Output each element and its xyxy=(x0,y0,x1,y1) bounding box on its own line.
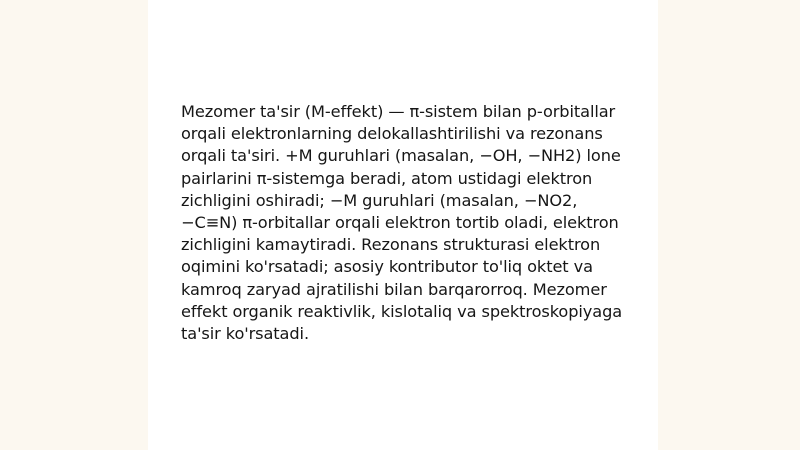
body-paragraph: Mezomer ta'sir (M-effekt) — π-sistem bilan p-orbitallar orqali elektronlarning delokallashtirilishi va rezonans orqali ta'siri. +M guruhlari (masalan, −OH, −NH2) lone pairlarini π-sistemga beradi, atom ustidagi elektron zichligini oshiradi; −M guruhlari (masalan, −NO2, −C≡N) π-orbitallar orqali elektron tortib oladi, elektron zichligini kamaytiradi. Rezonans strukturasi elektron oqimini ko'rsatadi; asosiy kontributor to'liq oktet va kamroq zaryad ajratilishi bilan barqarorroq. Mezomer effekt organik reaktivlik, kislotaliq va spektroskopiyaga ta'sir ko'rsatadi. xyxy=(181,102,623,344)
document-page xyxy=(148,0,658,450)
